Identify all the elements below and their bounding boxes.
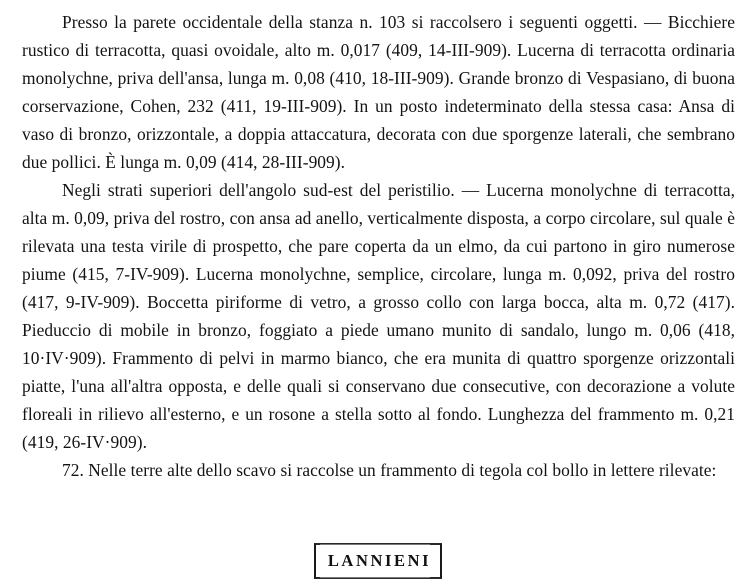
- inscription-figure: [0, 543, 756, 579]
- inscription-frame: [314, 543, 442, 579]
- body-text-column: [22, 8, 735, 484]
- paragraph-3: 72. Nelle terre alte dello scavo si raccolse un frammento di tegola col bollo in lettere rilevate:: [62, 460, 717, 480]
- paragraph-2: Negli strati superiori dell'angolo sud-est del peristilio. — Lucerna monolychne di terracotta, alta m. 0,09, priva del rostro, con ansa ad anello, verticalmente disposta, a corpo circolare, sul quale è rilevata una testa virile di prospetto, che pare coperta da un elmo, da cui partono in giro numerose piume (415, 7-IV-909). Lucerna monolychne, semplice, circolare, lunga m. 0,092, priva del rostro (417, 9-IV-909). Boccetta piriforme di vetro, a grosso collo con larga bocca, alta m. 0,72 (417). Pieduccio di mobile in bronzo, foggiato a piede umano munito di sandalo, lungo m. 0,06 (418, 10·IV·909). Frammento di pelvi in marmo bianco, che era munita di quattro sporgenze orizzontali piatte, l'una all'altra opposta, e delle quali si conservano due consecutive, con decorazione a volute floreali in rilievo all'esterno, e un rosone a stella sotto al fondo. Lunghezza del frammento m. 0,21 (419, 26-IV·909).: [22, 180, 735, 452]
- paragraph-1: Presso la parete occidentale della stanza n. 103 si raccolsero i seguenti oggetti. — Bicchiere rustico di terracotta, quasi ovoidale, alto m. 0,017 (409, 14-III-909). Lucerna di terracotta ordinaria monolychne, priva dell'ansa, lunga m. 0,08 (410, 18-III-909). Grande bronzo di Vespasiano, di buona corservazione, Cohen, 232 (411, 19-III-909). In un posto indeterminato della stessa casa: Ansa di vaso di bronzo, orizzontale, a doppia attaccatura, decorata con due sporgenze laterali, che sembrano due pollici. È lunga m. 0,09 (414, 28-III-909).: [22, 12, 735, 172]
- inscription-stamp-text: LANNIENI: [327, 551, 432, 570]
